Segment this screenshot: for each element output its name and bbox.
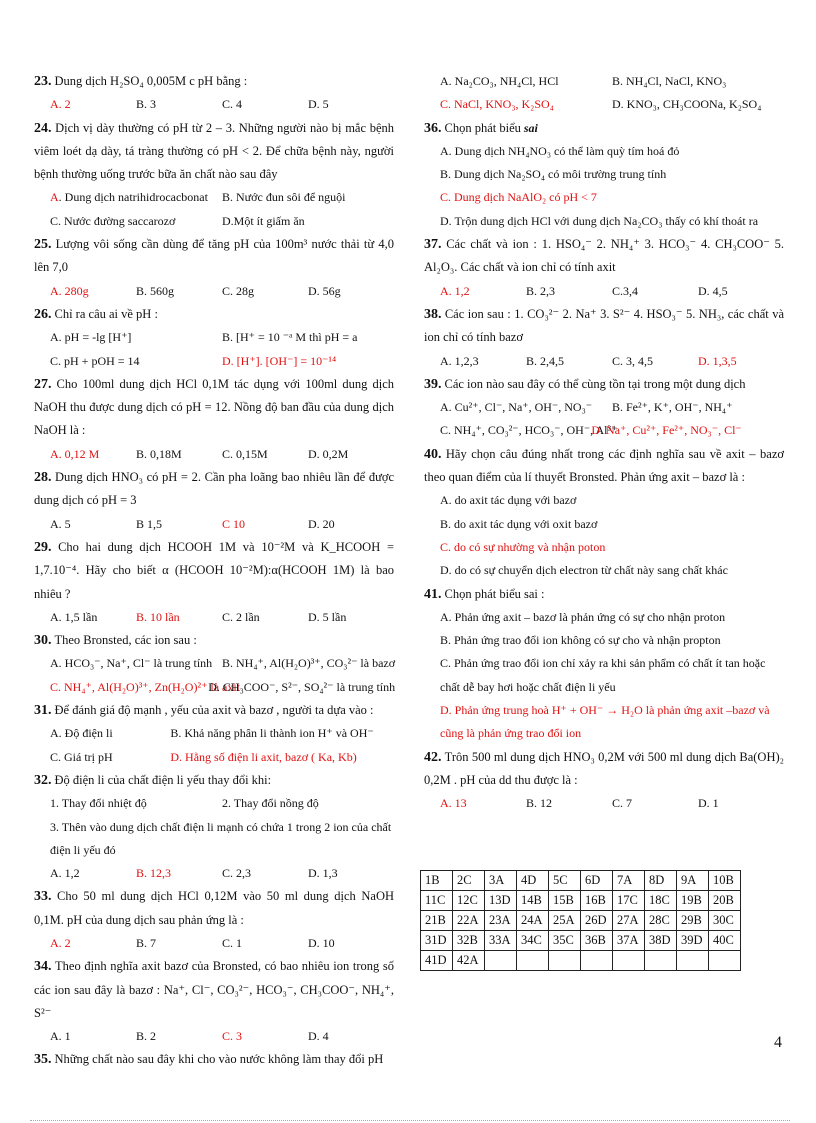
question-text: Theo định nghĩa axit bazơ của Bronsted, có bao nhiêu ion trong số các ion sau đây là bazơ : Na⁺, Cl⁻, CO₃²⁻, HCO₃⁻, CH₃COO⁻, NH₄⁺, S²⁻ (34, 959, 395, 1020)
question-text: Những chất nào sau đây khi cho vào nước không làm thay đổi pH (54, 1052, 384, 1067)
option-d: D. 1,3,5 (698, 353, 737, 368)
question-text: Lượng vôi sống cần dùng để tăng pH của 100m³ nước thải từ 4,0 lên 7,0 (34, 237, 395, 275)
option-c: C 10 (222, 516, 246, 531)
option-c: C. NH₄⁺, CO₃²⁻, HCO₃⁻, OH⁻, Al³⁺ (440, 423, 618, 438)
option-d: D. [H⁺]. [OH⁻] = 10⁻¹⁴ (222, 353, 337, 368)
answer-key-table (420, 870, 741, 971)
option-d: D. do có sự chuyển dịch electron từ chất này sang chất khác (440, 563, 728, 578)
option-a: A. 1,2 (440, 283, 470, 298)
answer-cell: 2C (453, 871, 485, 891)
option-d: D. 5 lần (308, 609, 347, 624)
option-c: C. 3 (222, 1029, 243, 1044)
option-a: A. 2 (50, 935, 71, 950)
answer-cell: 16B (581, 891, 613, 911)
question-30 (34, 629, 394, 699)
option-b: B. 2,3 (526, 283, 556, 298)
option-b: B. Khả năng phân li thành ion H⁺ và OH⁻ (170, 726, 374, 741)
option-b: B. 2 (136, 1029, 157, 1044)
option-a: A. pH = -lg [H⁺] (50, 330, 132, 345)
option-d: D. 56g (308, 283, 341, 298)
question-text: Chọn phát biểu sai : (444, 586, 545, 601)
answer-cell: 26D (581, 911, 613, 931)
answer-cell: 8D (645, 871, 677, 891)
answer-cell: 11C (421, 891, 453, 911)
option-b: B. 7 (136, 935, 157, 950)
option-b: B. NH₄⁺, Al(H₂O)³⁺, CO₃²⁻ là bazơ (222, 656, 396, 671)
question-text: Cho hai dung dịch HCOOH 1M và 10⁻²M và K_HCOOH = 1,7.10⁻⁴. Hãy cho biết α (HCOOH 10⁻²M):α(HCOOH 1M) là bao nhiêu ? (34, 539, 394, 601)
option-c: C. 0,15M (222, 446, 268, 461)
option-d: D. Hằng số điện li axit, bazơ ( Ka, Kb) (170, 749, 357, 764)
answer-cell: 25A (549, 911, 581, 931)
option-d: D. 1,3 (308, 866, 338, 881)
question-35-options (424, 70, 784, 117)
footer-divider (30, 1120, 790, 1121)
option-a: A. Phản ứng axit – bazơ là phản ứng có sự cho nhận proton (440, 609, 726, 624)
option-b: B. NH₄Cl, NaCl, KNO₃ (612, 74, 727, 88)
answer-cell (485, 951, 517, 971)
answer-cell: 42A (453, 951, 485, 971)
left-column (34, 70, 394, 1072)
answer-cell (645, 951, 677, 971)
option-b: B. Fe²⁺, K⁺, OH⁻, NH₄⁺ (612, 400, 733, 415)
option-d: D. CH₃COO⁻, S²⁻, SO₄²⁻ là trung tính (208, 679, 396, 694)
answer-cell: 18C (645, 891, 677, 911)
question-number: 31. (34, 703, 52, 719)
answer-cell: 20B (709, 891, 741, 911)
option-a: A. 0,12 M (50, 446, 100, 461)
question-number: 25. (34, 237, 52, 253)
option-d: D. Na⁺, Cu²⁺, Fe²⁺, NO₃⁻, Cl⁻ (591, 423, 742, 438)
answer-cell: 1B (421, 871, 453, 891)
question-33 (34, 885, 394, 955)
answer-cell: 5C (549, 871, 581, 891)
option-c: C. NH₄⁺, Al(H₂O)³⁺, Zn(H₂O)²⁺ là axit (50, 679, 241, 694)
answer-cell: 10B (709, 871, 741, 891)
question-number: 39. (424, 376, 442, 392)
answer-cell: 14B (517, 891, 549, 911)
question-text: Dịch vị dày thường có pH từ 2 – 3. Những người nào bị mắc bệnh viêm loét dạ dày, tá tràng thường có pH < 2. Để chữa bệnh này, người bệnh thường uống trước bữa ăn chất nào sau đây (34, 120, 394, 182)
answer-cell: 9A (677, 871, 709, 891)
question-23 (34, 70, 394, 117)
answer-row (421, 911, 741, 931)
option-b: B. Phản ứng trao đổi ion không có sự cho và nhận propton (440, 633, 721, 648)
answer-cell: 17C (613, 891, 645, 911)
option-a: A. 280g (50, 283, 89, 298)
condition-3: 3. Thên vào dung dịch chất điện li mạnh có chứa 1 trong 2 ion của chất điện li yếu đó (50, 819, 392, 857)
question-number: 30. (34, 633, 52, 649)
option-a: A. 2 (50, 97, 71, 112)
option-c: C. 28g (222, 283, 255, 298)
question-text: Dung dịch H₂SO₄ 0,005M c pH bằng : (54, 74, 248, 88)
answer-cell: 12C (453, 891, 485, 911)
answer-cell: 24A (517, 911, 549, 931)
question-text: Hãy chọn câu đúng nhất trong các định nghĩa sau về axit – bazơ theo quan điểm của lí thuyết Bronsted. Phản ứng axit – bazơ là : (424, 446, 784, 485)
question-24 (34, 117, 394, 233)
question-40 (424, 443, 784, 583)
answer-cell: 6D (581, 871, 613, 891)
option-a: A. Na₂CO₃, NH₄Cl, HCl (440, 74, 559, 88)
condition-1: 1. Thay đổi nhiệt độ (50, 796, 147, 811)
answer-row (421, 891, 741, 911)
option-d: D. KNO₃, CH₃COONa, K₂SO₄ (612, 97, 762, 112)
option-d: D. 4 (308, 1029, 329, 1044)
option-b: B. 2,4,5 (526, 353, 565, 368)
option-c: C. 7 (612, 796, 633, 811)
emphasis-word: sai (523, 120, 538, 135)
answer-cell: 29B (677, 911, 709, 931)
answer-cell: 34C (517, 931, 549, 951)
option-b: B. 12 (526, 796, 553, 811)
answer-cell: 41D (421, 951, 453, 971)
option-b: B. 560g (136, 283, 175, 298)
option-b: B. [H⁺ = 10 ⁻ᵃ M thì pH = a (222, 330, 358, 345)
question-number: 35. (34, 1052, 52, 1068)
question-number: 24. (34, 120, 52, 136)
answer-cell (549, 951, 581, 971)
answer-cell: 28C (645, 911, 677, 931)
question-number: 33. (34, 889, 52, 905)
option-c: C. NaCl, KNO₃, K₂SO₄ (440, 97, 554, 112)
question-text: Các ion sau : 1. CO₃²⁻ 2. Na⁺ 3. S²⁻ 4. HSO₃⁻ 5. NH₃, các chất và ion chỉ có tính bazơ (424, 306, 785, 345)
question-32 (34, 769, 394, 885)
question-41 (424, 583, 784, 746)
option-b: B. 0,18M (136, 446, 182, 461)
question-text: Theo Bronsted, các ion sau : (54, 633, 197, 648)
option-a: A. Độ điện li (50, 726, 113, 741)
question-36 (424, 117, 784, 233)
page-number: 4 (774, 1034, 782, 1051)
option-b: B. 12,3 (136, 866, 172, 881)
question-number: 34. (34, 959, 52, 975)
answer-row (421, 871, 741, 891)
option-c: C. Giá trị pH (50, 749, 113, 764)
option-a: A. Dung dịch NH₄NO₃ có thể làm quỳ tím hoá đỏ (440, 143, 680, 158)
answer-cell: 13D (485, 891, 517, 911)
option-b: B. Dung dịch Na₂SO₄ có môi trường trung tính (440, 167, 667, 182)
option-b: B. 10 lần (136, 609, 180, 624)
answer-cell: 3A (485, 871, 517, 891)
question-number: 40. (424, 446, 442, 462)
option-a: A. Dung dịch natrihidrocacbonat (50, 190, 208, 205)
question-39 (424, 373, 784, 443)
question-text: Độ điện li của chất điện li yếu thay đổi khi: (54, 772, 272, 787)
question-26 (34, 303, 394, 373)
option-b: B 1,5 (136, 516, 163, 531)
answer-cell (677, 951, 709, 971)
answer-cell: 33A (485, 931, 517, 951)
question-38 (424, 303, 784, 373)
question-number: 37. (424, 237, 442, 253)
answer-cell: 35C (549, 931, 581, 951)
option-a: A. do axit tác dụng với bazơ (440, 493, 577, 508)
question-42 (424, 746, 784, 816)
answer-row (421, 951, 741, 971)
question-number: 38. (424, 306, 442, 322)
option-a: A. 5 (50, 516, 71, 531)
option-d: D.Một ít giấm ăn (222, 213, 305, 228)
option-a: A. 1,2,3 (440, 353, 479, 368)
question-number: 42. (424, 749, 442, 765)
answer-cell: 40C (709, 931, 741, 951)
option-c: C. do có sự nhường và nhận poton (440, 539, 606, 554)
option-b: B. 3 (136, 97, 157, 112)
option-c: C. Phản ứng trao đổi ion chỉ xảy ra khi sản phẩm có chất ít tan hoặc chất dễ bay hơi hoặc chất điện li yếu (440, 656, 766, 694)
question-number: 23. (34, 74, 52, 89)
option-b: B. Nước đun sôi để nguội (222, 190, 346, 205)
question-text: Cho 50 ml dung dịch HCl 0,12M vào 50 ml dung dịch NaOH 0,1M. pH của dung dịch sau phản ứng là : (34, 889, 395, 927)
right-column (424, 70, 784, 816)
question-text: Trôn 500 ml dung dịch HNO₃ 0,2M với 500 ml dung dịch Ba(OH)₂ 0,2M . pH của dd thu được là : (424, 749, 785, 787)
option-c: C. 3, 4,5 (612, 353, 654, 368)
option-c: C. Nước đường saccarozơ (50, 213, 176, 228)
question-31 (34, 699, 394, 769)
option-d: D. 1 (698, 796, 719, 811)
question-number: 32. (34, 772, 52, 788)
question-35 (34, 1048, 394, 1071)
answer-cell: 7A (613, 871, 645, 891)
answer-cell: 23A (485, 911, 517, 931)
option-c: C. 1 (222, 935, 243, 950)
answer-cell (581, 951, 613, 971)
option-c: C. Dung dịch NaAlO₂ có pH < 7 (440, 190, 597, 205)
answer-row (421, 931, 741, 951)
answer-cell: 15B (549, 891, 581, 911)
answer-cell: 22A (453, 911, 485, 931)
option-d: D. Trộn dung dịch HCl với dung dịch Na₂CO₃ thấy có khí thoát ra (440, 213, 759, 228)
option-c: C. pH + pOH = 14 (50, 353, 140, 368)
question-29 (34, 536, 394, 629)
question-text: Dung dịch HNO₃ có pH = 2. Cần pha loãng bao nhiêu lần để được dung dịch có pH = 3 (34, 470, 394, 508)
question-text: Chọn phát biểu (444, 120, 521, 135)
option-c: C.3,4 (612, 283, 639, 298)
question-25 (34, 233, 394, 303)
option-d: D. 0,2M (308, 446, 349, 461)
answer-cell (517, 951, 549, 971)
question-number: 28. (34, 470, 52, 486)
option-a: A. Cu²⁺, Cl⁻, Na⁺, OH⁻, NO₃⁻ (440, 400, 593, 415)
question-number: 26. (34, 306, 52, 322)
answer-cell: 38D (645, 931, 677, 951)
question-number: 27. (34, 376, 52, 392)
question-text: Để đánh giá độ mạnh , yếu của axit và bazơ , người ta dựa vào : (54, 703, 374, 718)
question-text: Các ion nào sau đây có thể cùng tồn tại trong một dung dịch (444, 376, 746, 391)
answer-cell (709, 951, 741, 971)
question-number: 41. (424, 586, 442, 602)
condition-2: 2. Thay đổi nồng độ (222, 796, 319, 811)
answer-cell: 36B (581, 931, 613, 951)
option-c: C. 2 lần (222, 609, 260, 624)
option-d: D. 20 (308, 516, 335, 531)
option-a: A. 13 (440, 796, 467, 811)
option-b: B. do axit tác dụng với oxit bazơ (440, 516, 598, 531)
option-d: D. 10 (308, 935, 335, 950)
question-28 (34, 466, 394, 536)
option-a: A. 1 (50, 1029, 71, 1044)
answer-cell: 21B (421, 911, 453, 931)
answer-cell: 19B (677, 891, 709, 911)
option-a: A. 1,5 lần (50, 609, 98, 624)
answer-cell: 30C (709, 911, 741, 931)
question-27 (34, 373, 394, 466)
answer-cell: 31D (421, 931, 453, 951)
option-c: C. 2,3 (222, 866, 252, 881)
option-d: D. 4,5 (698, 283, 728, 298)
question-34 (34, 955, 394, 1048)
question-number: 36. (424, 120, 442, 136)
question-text: Các chất và ion : 1. HSO₄⁻ 2. NH₄⁺ 3. HCO₃⁻ 4. CH₃COO⁻ 5. Al₂O₃. Các chất và ion chỉ có tính axit (424, 237, 785, 275)
answer-cell: 39D (677, 931, 709, 951)
answer-cell (613, 951, 645, 971)
answer-cell: 4D (517, 871, 549, 891)
question-37 (424, 233, 784, 303)
answer-cell: 32B (453, 931, 485, 951)
answer-cell: 27A (613, 911, 645, 931)
question-number: 29. (34, 539, 52, 555)
option-d: D. 5 (308, 97, 329, 112)
question-text: Cho 100ml dung dịch HCl 0,1M tác dụng với 100ml dung dịch NaOH thu được dung dịch có pH = 12. Nồng độ ban đầu của dung dịch NaOH là : (34, 376, 395, 438)
option-a: A. HCO₃⁻, Na⁺, Cl⁻ là trung tính (50, 656, 213, 671)
option-a: A. 1,2 (50, 866, 80, 881)
option-c: C. 4 (222, 97, 243, 112)
question-text: Chỉ ra câu ai về pH : (54, 306, 158, 321)
answer-cell: 37A (613, 931, 645, 951)
option-d: D. Phản ứng trung hoà H⁺ + OH⁻ → H₂O là phản ứng axit –bazơ và cũng là phản ứng trao đổi ion (440, 703, 770, 741)
